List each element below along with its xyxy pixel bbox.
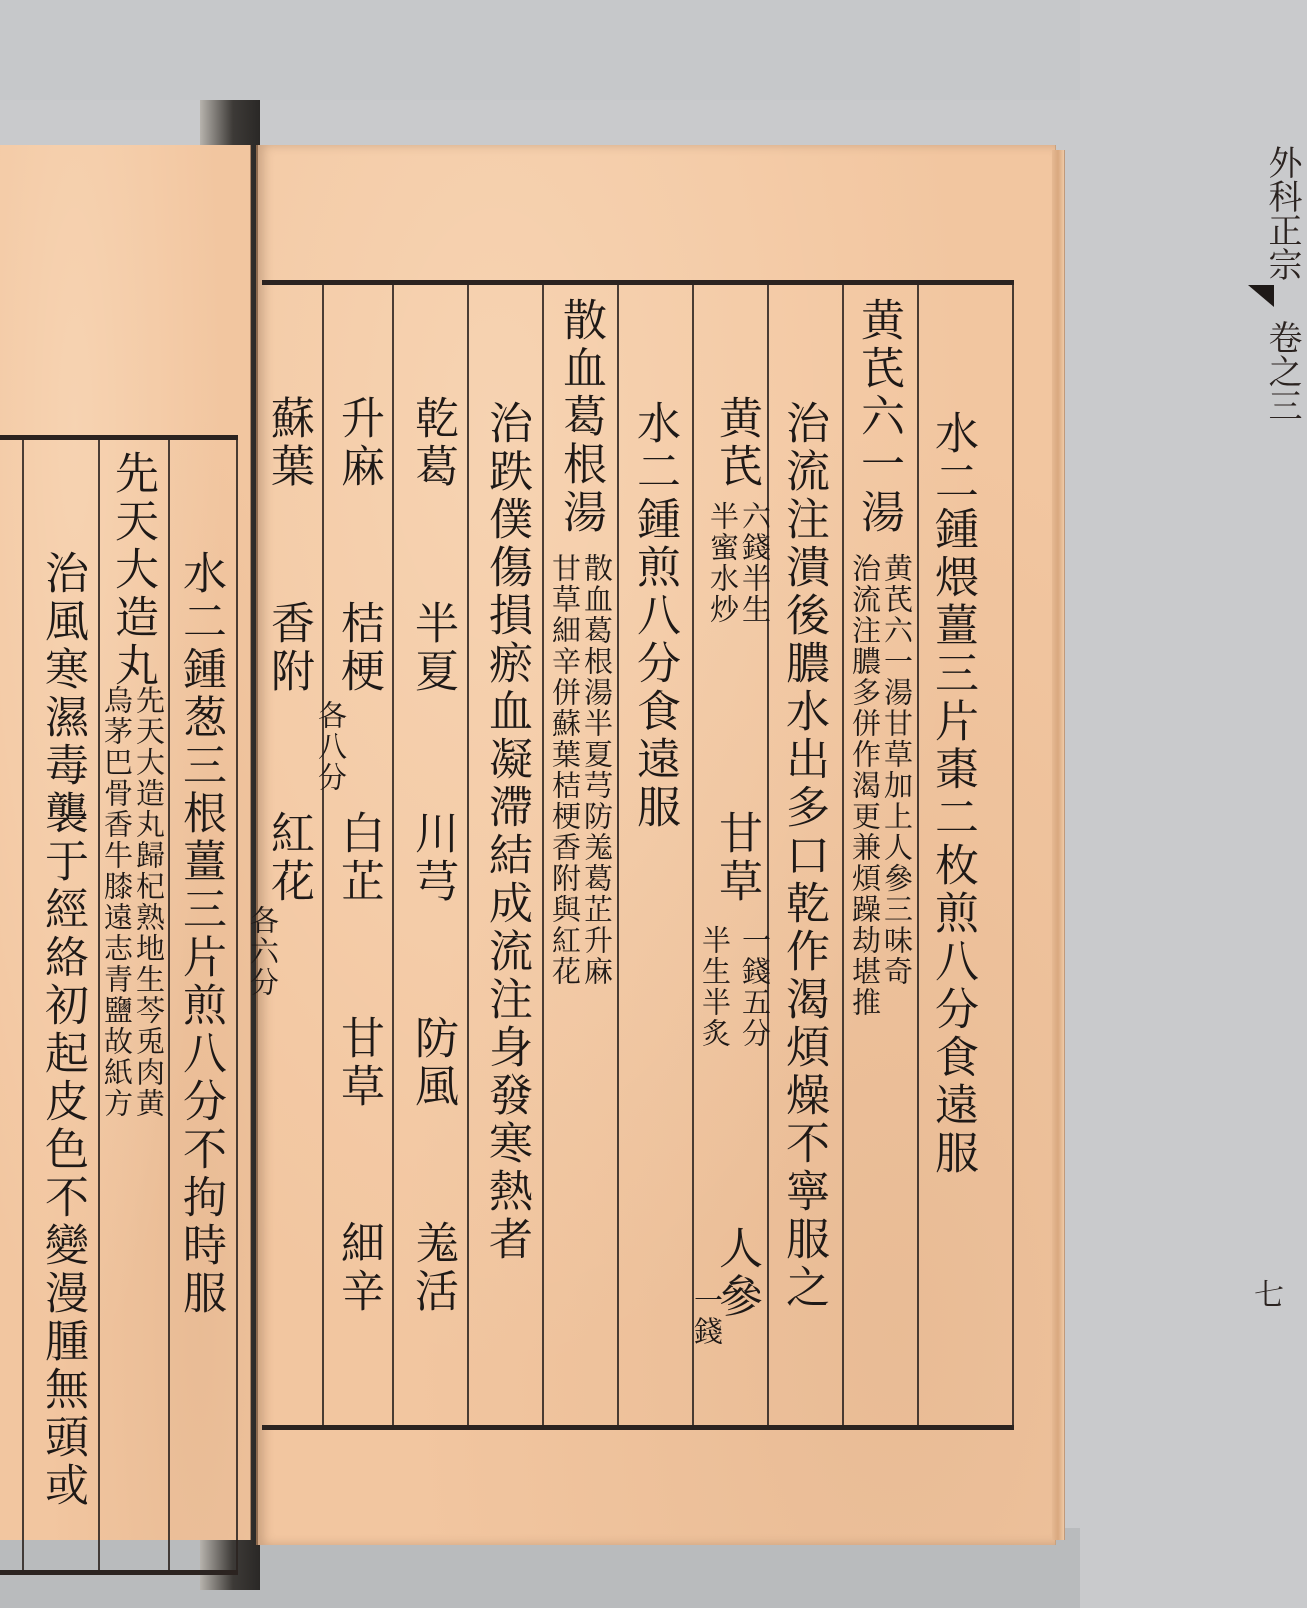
herb-dose: 一錢 bbox=[690, 1285, 724, 1347]
recipe-verse-left: 治流注膿多併作渴更兼煩躁劫堪推 bbox=[848, 553, 882, 1018]
herb-name: 半夏 bbox=[407, 600, 458, 696]
left-page bbox=[0, 145, 251, 1540]
herb-name: 香附 bbox=[263, 600, 314, 696]
herb-name: 甘草 bbox=[333, 1015, 384, 1111]
herb-name: 甘草 bbox=[711, 810, 762, 906]
herb-name: 細辛 bbox=[333, 1220, 384, 1316]
herb-name: 人參 bbox=[711, 1225, 762, 1321]
text-column: 水二鍾葱三根薑三片煎八分不拘時服 bbox=[175, 550, 226, 1318]
herb-dose: 各八分 bbox=[314, 700, 348, 793]
text-column: 水二鍾煎八分食遠服 bbox=[629, 400, 680, 832]
recipe-verse-left: 甘草細辛併蘇葉桔梗香附與紅花 bbox=[548, 553, 582, 987]
left-page-frame bbox=[0, 435, 238, 1575]
column-rule bbox=[692, 285, 694, 1425]
column-rule bbox=[617, 285, 619, 1425]
column-rule bbox=[322, 285, 324, 1425]
volume-label: 卷之三 bbox=[1262, 320, 1302, 422]
herb-dose-right: 一錢五分 bbox=[738, 925, 772, 1049]
recipe-verse-right: 先天大造丸歸杞熟地生芩兎肉黄 bbox=[132, 685, 166, 1119]
column-rule bbox=[842, 285, 844, 1425]
herb-name: 乾葛 bbox=[407, 395, 458, 491]
page-edge bbox=[1052, 150, 1065, 1540]
herb-dose-left: 半蜜水炒 bbox=[706, 501, 740, 625]
text-column: 治跌僕傷損瘀血凝滯結成流注身發寒熱者 bbox=[481, 400, 532, 1264]
herb-name: 羗活 bbox=[407, 1220, 458, 1316]
herb-name: 蘇葉 bbox=[263, 395, 314, 491]
column-rule bbox=[392, 285, 394, 1425]
recipe-heading: 先天大造丸 bbox=[107, 450, 158, 690]
herb-dose: 各六分 bbox=[246, 905, 280, 998]
text-column: 治風寒濕毒襲于經絡初起皮色不變漫腫無頭或 bbox=[37, 550, 88, 1510]
text-column: 水二鍾煨薑三片棗二枚煎八分食遠服 bbox=[927, 410, 978, 1178]
recipe-verse-right: 散血葛根湯半夏芎防羗葛芷升麻 bbox=[580, 553, 614, 987]
text-column: 治流注潰後膿水出多口乾作渴煩燥不寧服之 bbox=[778, 400, 829, 1312]
column-rule bbox=[542, 285, 544, 1425]
herb-name: 升麻 bbox=[333, 395, 384, 491]
herb-name: 桔梗 bbox=[333, 600, 384, 696]
right-page-frame bbox=[246, 280, 1014, 1430]
book-title-fold: 外科正宗 bbox=[1262, 145, 1302, 281]
right-page bbox=[246, 145, 1302, 1545]
recipe-verse-right: 黄芪六一湯甘草加上人參三味奇 bbox=[880, 553, 914, 987]
column-rule bbox=[467, 285, 469, 1425]
herb-dose-left: 半生半炙 bbox=[698, 925, 732, 1049]
recipe-verse-left: 烏茅巴骨香牛膝遠志青鹽故紙方 bbox=[100, 685, 134, 1119]
herb-name: 白芷 bbox=[333, 810, 384, 906]
herb-name: 黄芪 bbox=[711, 395, 762, 491]
herb-name: 川芎 bbox=[407, 810, 458, 906]
column-rule bbox=[1012, 285, 1014, 1425]
column-rule bbox=[917, 285, 919, 1425]
recipe-heading: 散血葛根湯 bbox=[555, 297, 606, 537]
scanner-background bbox=[0, 0, 1080, 100]
fold-mark-icon bbox=[1248, 285, 1274, 307]
page-number: 七 bbox=[1254, 1278, 1284, 1313]
column-rule bbox=[168, 440, 170, 1570]
herb-dose-right: 六錢半生 bbox=[738, 501, 772, 625]
column-rule bbox=[236, 440, 238, 1570]
column-rule bbox=[767, 285, 769, 1425]
herb-name: 防風 bbox=[407, 1015, 458, 1111]
recipe-heading: 黄芪六一湯 bbox=[853, 297, 904, 537]
herb-name: 紅花 bbox=[263, 810, 314, 906]
column-rule bbox=[22, 440, 24, 1570]
